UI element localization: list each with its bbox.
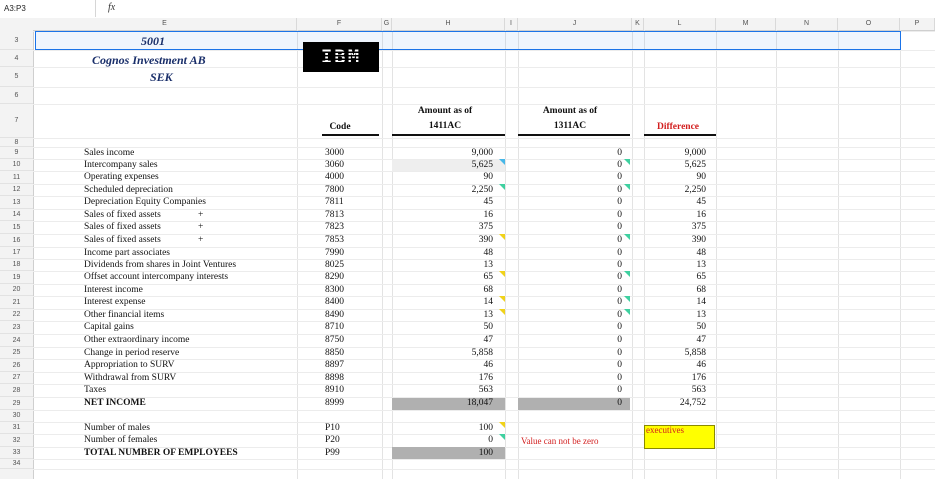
amount-1411ac: 5,858	[471, 348, 493, 358]
comment-indicator-icon[interactable]	[624, 234, 630, 240]
row-header-14[interactable]: 14	[0, 209, 33, 221]
difference-value: 16	[696, 210, 706, 220]
grid-line	[33, 469, 935, 470]
line-item-label: Operating expenses	[84, 172, 159, 182]
comment-indicator-icon[interactable]	[624, 184, 630, 190]
amount-1311ac: 0	[617, 285, 622, 295]
line-item-label: Scheduled depreciation	[84, 185, 173, 195]
amount-1311ac: 0	[617, 148, 622, 158]
amount-1311ac: 0	[617, 373, 622, 383]
line-item-label: Depreciation Equity Companies	[84, 197, 206, 207]
ibm-logo	[303, 42, 379, 72]
amount-1411ac: 16	[483, 210, 493, 220]
employee-label: Number of females	[84, 435, 158, 445]
row-header-19[interactable]: 19	[0, 271, 33, 284]
amount-1411ac: 45	[483, 197, 493, 207]
difference-value: 50	[696, 322, 706, 332]
row-header-27[interactable]: 27	[0, 372, 33, 384]
account-code: 7813	[325, 210, 344, 220]
formula-bar	[0, 0, 935, 19]
amount-1411ac: 390	[478, 235, 493, 245]
row-header-15[interactable]: 15	[0, 221, 33, 234]
column-header-p[interactable]: P	[900, 18, 935, 30]
comment-indicator-icon[interactable]	[624, 271, 630, 277]
employee-code: P20	[325, 435, 340, 445]
row-header-5[interactable]: 5	[0, 67, 33, 87]
line-item-label: Withdrawal from SURV	[84, 373, 177, 383]
account-code: 4000	[325, 172, 344, 182]
difference-value: 9,000	[684, 148, 706, 158]
comment-indicator-icon[interactable]	[624, 296, 630, 302]
row-header-33[interactable]: 33	[0, 447, 33, 459]
difference-value: 13	[696, 310, 706, 320]
column-header-h[interactable]: H	[392, 18, 505, 30]
col-j-header-line2: 1311AC	[553, 121, 587, 131]
amount-1411ac: 18,047	[466, 398, 493, 408]
row-header-31[interactable]: 31	[0, 422, 33, 434]
row-header-7[interactable]: 7	[0, 104, 33, 138]
account-code: 8898	[325, 373, 344, 383]
employee-label: Number of males	[84, 423, 150, 433]
comment-indicator-icon[interactable]	[499, 309, 505, 315]
row-header-29[interactable]: 29	[0, 397, 33, 410]
account-code: 8490	[325, 310, 344, 320]
difference-value: 24,752	[679, 398, 706, 408]
grid-line	[33, 459, 935, 460]
difference-value: 45	[696, 197, 706, 207]
grid-line	[900, 30, 901, 479]
currency: SEK	[150, 70, 173, 84]
account-code: 3000	[325, 148, 344, 158]
row-header-6[interactable]: 6	[0, 87, 33, 104]
column-header-k[interactable]: K	[632, 18, 644, 30]
account-code: 7800	[325, 185, 344, 195]
net-income-label: NET INCOME	[84, 398, 146, 408]
difference-value: 65	[696, 272, 706, 282]
column-header-o[interactable]: O	[838, 18, 900, 30]
grid-line	[33, 50, 935, 51]
difference-value: 90	[696, 172, 706, 182]
amount-1411ac: 50	[483, 322, 493, 332]
row-header-25[interactable]: 25	[0, 347, 33, 359]
amount-1311ac: 0	[617, 398, 622, 408]
column-header-m[interactable]: M	[716, 18, 776, 30]
executives-label: executives	[646, 425, 684, 435]
line-item-label: Offset account intercompany interests	[84, 272, 229, 282]
amount-1311ac: 0	[617, 322, 622, 332]
amount-1311ac: 0	[617, 348, 622, 358]
amount-1411ac: 46	[483, 360, 493, 370]
amount-1411ac: 5,625	[471, 160, 493, 170]
grid-line	[632, 30, 633, 479]
line-item-label: Sales of fixed assets	[84, 235, 161, 245]
grid-line	[33, 104, 935, 105]
employee-count: 100	[478, 448, 493, 458]
line-item-label: Income part associates	[84, 248, 170, 258]
difference-value: 390	[691, 235, 706, 245]
account-code: 8400	[325, 297, 344, 307]
column-header-n[interactable]: N	[776, 18, 838, 30]
amount-1411ac: 47	[483, 335, 493, 345]
comment-indicator-icon[interactable]	[624, 159, 630, 165]
difference-value: 14	[696, 297, 706, 307]
account-code: 8750	[325, 335, 344, 345]
difference-value: 5,625	[684, 160, 706, 170]
grid-line	[716, 30, 717, 479]
plus-icon: +	[198, 210, 204, 220]
grid-line	[33, 410, 935, 411]
amount-1311ac: 0	[617, 385, 622, 395]
row-header-28[interactable]: 28	[0, 384, 33, 397]
amount-1311ac: 0	[617, 235, 622, 245]
line-item-label: Interest expense	[84, 297, 146, 307]
name-box[interactable]: A3:P3	[0, 0, 96, 17]
comment-indicator-icon[interactable]	[499, 234, 505, 240]
amount-1411ac: 68	[483, 285, 493, 295]
column-header-l[interactable]: L	[644, 18, 716, 30]
difference-value: 68	[696, 285, 706, 295]
row-header-8[interactable]: 8	[0, 138, 33, 147]
difference-value: 2,250	[684, 185, 706, 195]
row-header-4[interactable]: 4	[0, 50, 33, 67]
amount-1411ac: 563	[478, 385, 493, 395]
grid-line	[776, 30, 777, 479]
col-j-header-line1: Amount as of	[542, 106, 598, 116]
amount-1311ac: 0	[617, 185, 622, 195]
column-header-f[interactable]: F	[297, 18, 382, 30]
account-code: 7853	[325, 235, 344, 245]
account-code: 8025	[325, 260, 344, 270]
difference-value: 46	[696, 360, 706, 370]
amount-1411ac: 13	[483, 310, 493, 320]
amount-1311ac: 0	[617, 222, 622, 232]
plus-icon: +	[198, 235, 204, 245]
difference-value: 176	[691, 373, 706, 383]
fx-icon: fx	[108, 2, 116, 13]
line-item-label: Other extraordinary income	[84, 335, 190, 345]
row-header-20[interactable]: 20	[0, 284, 33, 296]
account-code: 7811	[325, 197, 344, 207]
amount-1411ac: 65	[483, 272, 493, 282]
underline	[518, 134, 630, 136]
company-name: Cognos Investment AB	[92, 53, 206, 67]
line-item-label: Interest income	[84, 285, 143, 295]
account-code: 8897	[325, 360, 344, 370]
account-code: 8999	[325, 398, 344, 408]
line-item-label: Sales of fixed assets	[84, 222, 161, 232]
difference-value: 47	[696, 335, 706, 345]
grid-line	[382, 30, 383, 479]
amount-1411ac: 48	[483, 248, 493, 258]
column-header-i[interactable]: I	[505, 18, 518, 30]
comment-indicator-icon[interactable]	[499, 434, 505, 440]
amount-1411ac: 176	[478, 373, 493, 383]
amount-1411ac: 14	[483, 297, 493, 307]
row-header-32[interactable]: 32	[0, 434, 33, 447]
amount-1311ac: 0	[617, 360, 622, 370]
employee-count: 0	[488, 435, 493, 445]
company-code: 5001	[141, 34, 165, 48]
row-header-24[interactable]: 24	[0, 334, 33, 347]
comment-indicator-icon[interactable]	[499, 271, 505, 277]
row-header-9[interactable]: 9	[0, 147, 33, 159]
grid-line	[518, 30, 519, 479]
amount-1411ac: 9,000	[471, 148, 493, 158]
employee-code: P99	[325, 448, 340, 458]
line-item-label: Other financial items	[84, 310, 165, 320]
col-h-header-line2: 1411AC	[428, 121, 462, 131]
account-code: 8850	[325, 348, 344, 358]
row-header-21[interactable]: 21	[0, 296, 33, 309]
account-code: 8290	[325, 272, 344, 282]
row-header-30[interactable]: 30	[0, 410, 33, 422]
account-code: 7823	[325, 222, 344, 232]
plus-icon: +	[198, 222, 204, 232]
column-header-j[interactable]: J	[518, 18, 632, 30]
validation-message: Value can not be zero	[521, 436, 599, 446]
row-header-34[interactable]: 34	[0, 459, 33, 469]
difference-value: 5,858	[684, 348, 706, 358]
account-code: 3060	[325, 160, 344, 170]
row-header-17[interactable]: 17	[0, 247, 33, 259]
amount-1411ac: 375	[478, 222, 493, 232]
row-header-10[interactable]: 10	[0, 159, 33, 171]
amount-1311ac: 0	[617, 172, 622, 182]
comment-indicator-icon[interactable]	[624, 309, 630, 315]
difference-value: 375	[691, 222, 706, 232]
column-headers	[0, 18, 935, 31]
row-header-22[interactable]: 22	[0, 309, 33, 321]
underline	[644, 134, 716, 136]
grid-line	[392, 30, 393, 479]
line-item-label: Capital gains	[84, 322, 134, 332]
row-header-16[interactable]: 16	[0, 234, 33, 247]
amount-1311ac: 0	[617, 297, 622, 307]
row-header-13[interactable]: 13	[0, 196, 33, 209]
grid-line	[505, 30, 506, 479]
line-item-label: Sales of fixed assets	[84, 210, 161, 220]
column-header-g[interactable]: G	[382, 18, 392, 30]
ibm-logo-text: IBM	[320, 46, 362, 68]
row-headers	[0, 30, 34, 479]
amount-1411ac: 90	[483, 172, 493, 182]
account-code: 8710	[325, 322, 344, 332]
row-header-26[interactable]: 26	[0, 359, 33, 372]
comment-indicator-icon[interactable]	[499, 184, 505, 190]
account-code: 8910	[325, 385, 344, 395]
amount-1311ac: 0	[617, 272, 622, 282]
line-item-label: Appropriation to SURV	[84, 360, 175, 370]
line-item-label: Sales income	[84, 148, 135, 158]
row-header-11[interactable]: 11	[0, 171, 33, 184]
comment-indicator-icon[interactable]	[499, 296, 505, 302]
column-header-e[interactable]: E	[33, 18, 297, 30]
grid-line	[33, 87, 935, 88]
amount-1311ac: 0	[617, 260, 622, 270]
line-item-label: Taxes	[84, 385, 107, 395]
amount-1311ac: 0	[617, 160, 622, 170]
amount-1311ac: 0	[617, 335, 622, 345]
grid-line	[838, 30, 839, 479]
difference-value: 13	[696, 260, 706, 270]
employee-count: 100	[478, 423, 493, 433]
comment-indicator-icon[interactable]	[499, 422, 505, 428]
amount-1411ac: 2,250	[471, 185, 493, 195]
col-code-header: Code	[329, 122, 351, 132]
employee-code: P10	[325, 423, 340, 433]
grid-line	[297, 30, 298, 479]
line-item-label: Dividends from shares in Joint Ventures	[84, 260, 237, 270]
row-header-23[interactable]: 23	[0, 321, 33, 334]
amount-1311ac: 0	[617, 210, 622, 220]
difference-value: 563	[691, 385, 706, 395]
amount-1411ac: 13	[483, 260, 493, 270]
col-difference-header: Difference	[656, 122, 700, 132]
amount-1311ac: 0	[617, 197, 622, 207]
underline	[322, 134, 379, 136]
line-item-label: Change in period reserve	[84, 348, 180, 358]
row-header-18[interactable]: 18	[0, 259, 33, 271]
amount-1311ac: 0	[617, 248, 622, 258]
account-code: 7990	[325, 248, 344, 258]
account-code: 8300	[325, 285, 344, 295]
col-h-header-line1: Amount as of	[417, 106, 473, 116]
row-header-12[interactable]: 12	[0, 184, 33, 196]
line-item-label: Intercompany sales	[84, 160, 158, 170]
underline	[392, 134, 505, 136]
difference-value: 48	[696, 248, 706, 258]
amount-1311ac: 0	[617, 310, 622, 320]
employee-label: TOTAL NUMBER OF EMPLOYEES	[84, 448, 238, 458]
row-header-3[interactable]: 3	[0, 31, 33, 50]
comment-indicator-icon[interactable]	[499, 159, 505, 165]
grid-line	[33, 138, 935, 139]
